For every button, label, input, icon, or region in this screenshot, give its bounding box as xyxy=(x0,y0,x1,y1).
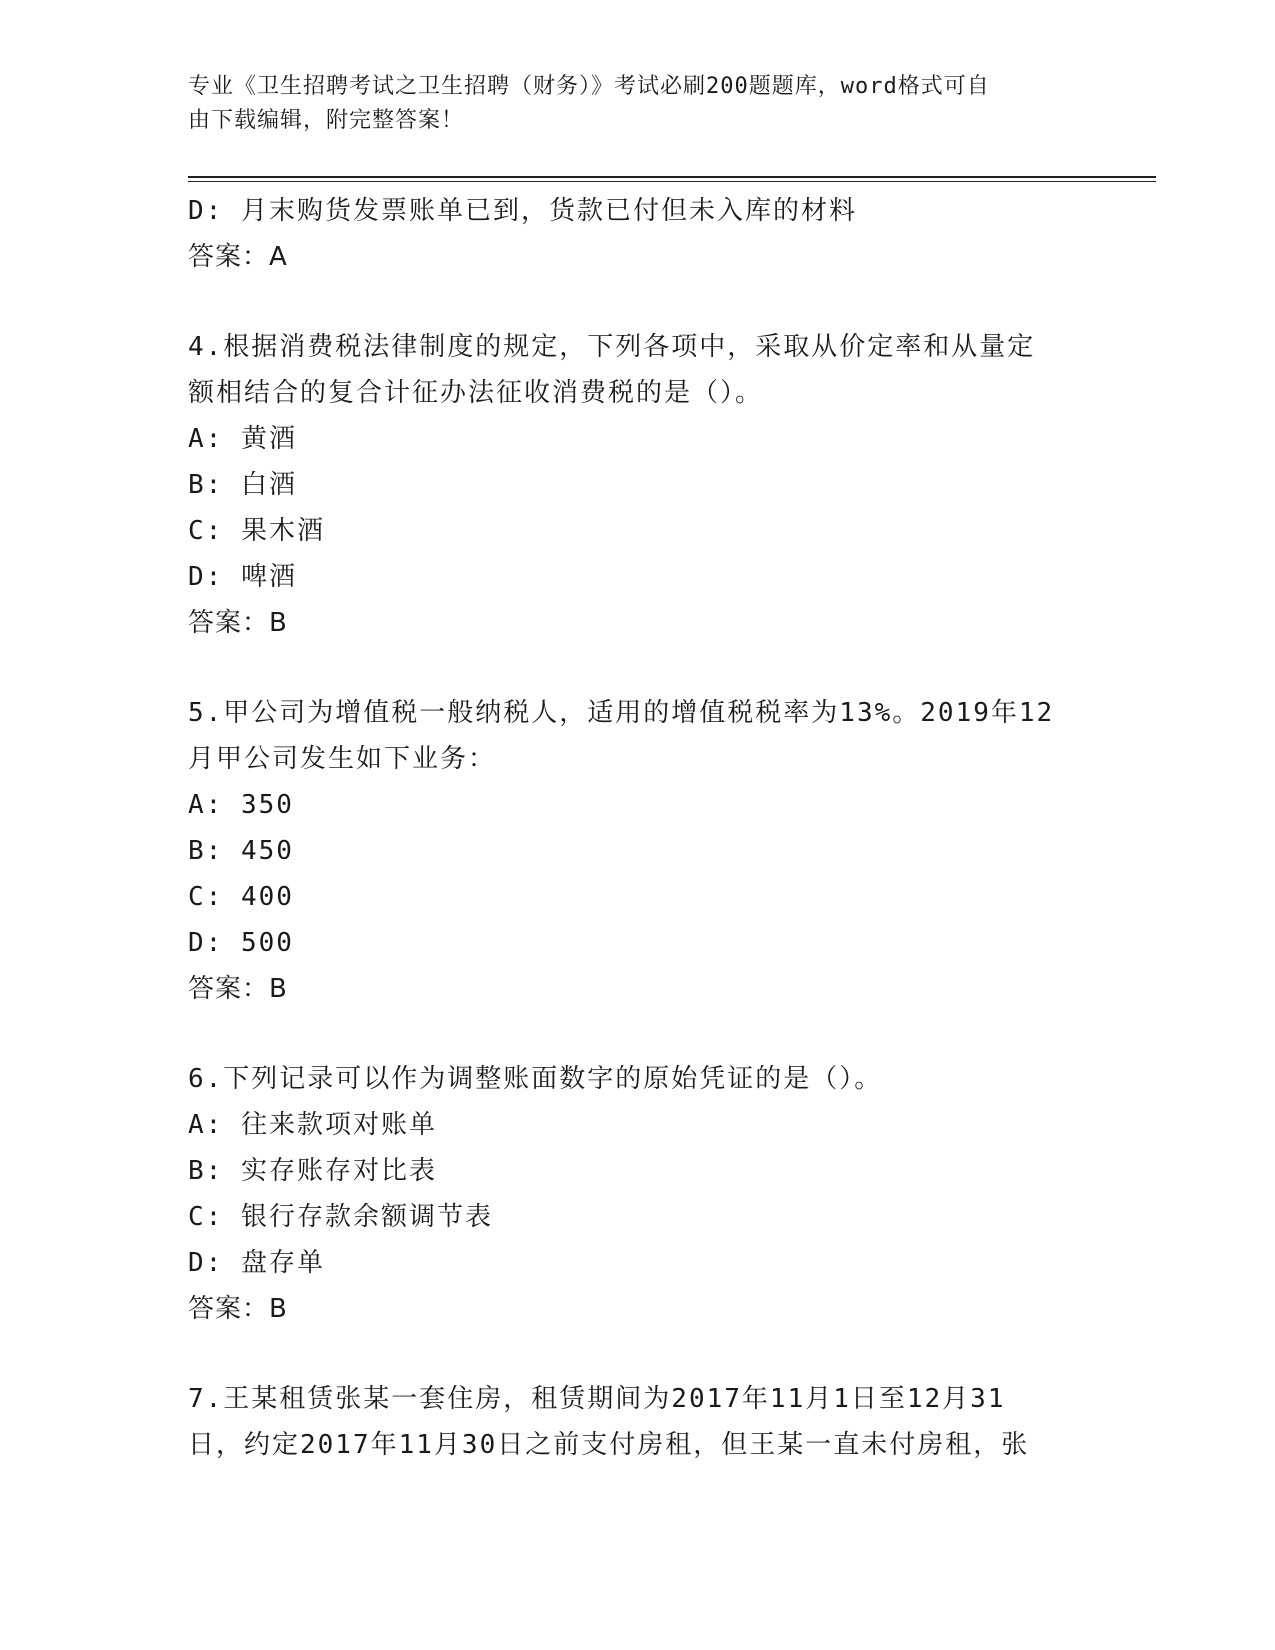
option-c: C: 果木酒 xyxy=(188,516,325,546)
spacer xyxy=(188,1332,1088,1376)
spacer xyxy=(188,1012,1088,1056)
answer-label: 答案：B xyxy=(188,974,288,1004)
header-divider-thick xyxy=(188,176,1156,178)
question-stem: 额相结合的复合计征办法征收消费税的是（）。 xyxy=(188,378,764,408)
option-a: A: 黄酒 xyxy=(188,424,297,454)
header-divider-thin xyxy=(188,181,1156,182)
question-stem: 7.王某租赁张某一套住房，租赁期间为2017年11月1日至12月31 xyxy=(188,1384,1006,1414)
header-line-1: 专业《卫生招聘考试之卫生招聘（财务）》考试必刷200题题库，word格式可自 xyxy=(188,74,990,99)
option-d: D: 啤酒 xyxy=(188,562,297,592)
question-7 xyxy=(188,1376,1088,1468)
answer-label: 答案：A xyxy=(188,242,288,272)
option-c: C: 银行存款余额调节表 xyxy=(188,1202,493,1232)
option-a: A: 往来款项对账单 xyxy=(188,1110,437,1140)
answer-label: 答案：B xyxy=(188,1294,288,1324)
question-5 xyxy=(188,690,1088,1012)
option-d: D: 月末购货发票账单已到，货款已付但未入库的材料 xyxy=(188,196,857,226)
option-b: B: 实存账存对比表 xyxy=(188,1156,437,1186)
option-b: B: 白酒 xyxy=(188,470,297,500)
document-header xyxy=(188,70,1068,138)
option-b: B: 450 xyxy=(188,836,294,866)
question-3-tail xyxy=(188,188,1088,280)
question-stem: 4.根据消费税法律制度的规定，下列各项中，采取从价定率和从量定 xyxy=(188,332,1036,362)
option-c: C: 400 xyxy=(188,882,294,912)
question-4 xyxy=(188,324,1088,646)
question-stem: 月甲公司发生如下业务： xyxy=(188,744,497,774)
option-a: A: 350 xyxy=(188,790,294,820)
question-stem: 5.甲公司为增值税一般纳税人，适用的增值税税率为13%。2019年12 xyxy=(188,698,1055,728)
spacer xyxy=(188,646,1088,690)
question-6 xyxy=(188,1056,1088,1332)
question-stem: 6.下列记录可以作为调整账面数字的原始凭证的是（）。 xyxy=(188,1064,883,1094)
spacer xyxy=(188,280,1088,324)
option-d: D: 盘存单 xyxy=(188,1248,325,1278)
header-line-2: 由下载编辑，附完整答案！ xyxy=(188,108,465,133)
document-body xyxy=(188,188,1088,1468)
answer-label: 答案：B xyxy=(188,608,288,638)
option-d: D: 500 xyxy=(188,928,294,958)
question-stem: 日，约定2017年11月30日之前支付房租，但王某一直未付房租，张 xyxy=(188,1430,1030,1460)
